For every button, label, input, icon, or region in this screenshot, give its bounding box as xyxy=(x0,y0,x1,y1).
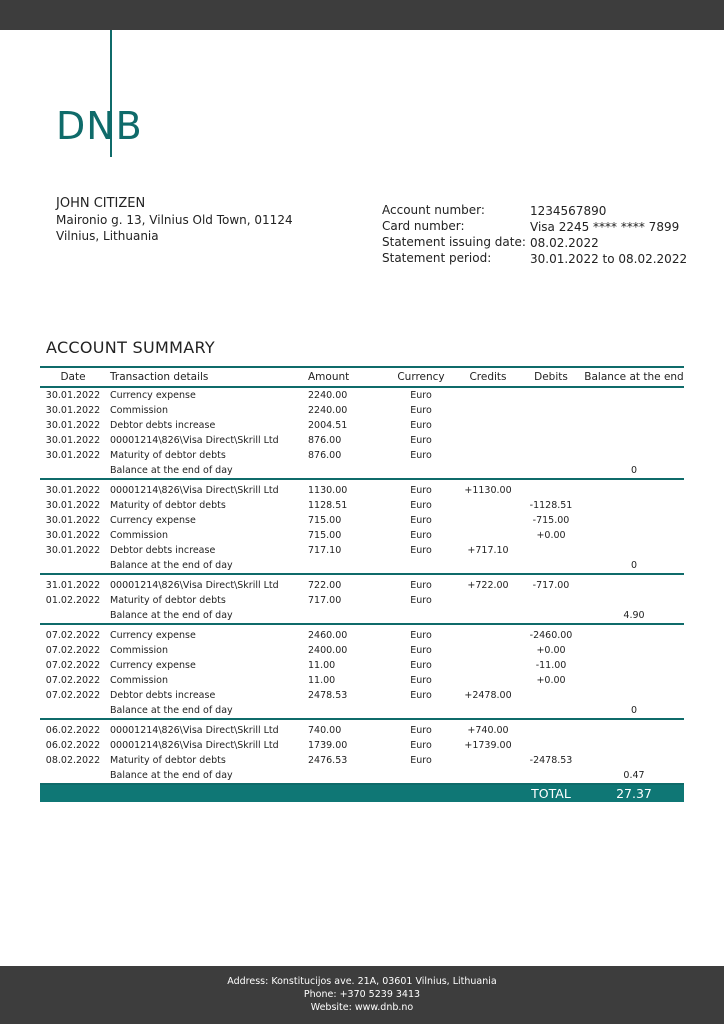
cell-date: 30.01.2022 xyxy=(45,530,101,541)
balance-row xyxy=(40,463,684,479)
cell-amount xyxy=(308,558,384,574)
cell-amount: 876.00 xyxy=(308,435,342,446)
cell-amount: 876.00 xyxy=(308,450,342,461)
cell-credits xyxy=(458,418,518,433)
cell-balance xyxy=(584,578,684,593)
cell-credits xyxy=(458,387,518,403)
cell-credits xyxy=(458,513,518,528)
cell-amount: 11.00 xyxy=(308,675,336,686)
cell-credits: +2478.00 xyxy=(464,690,512,701)
cell-credits xyxy=(458,768,518,784)
balance-row xyxy=(40,768,684,784)
cell-details: Balance at the end of day xyxy=(106,608,308,624)
account-info-values xyxy=(530,203,687,267)
cell-details: 00001214\826\Visa Direct\Skrill Ltd xyxy=(110,725,279,736)
cell-debits xyxy=(518,558,584,574)
cell-date: 30.01.2022 xyxy=(45,500,101,511)
col-date: Date xyxy=(40,367,106,387)
cell-balance xyxy=(584,448,684,463)
cell-credits xyxy=(458,448,518,463)
cell-currency: Euro xyxy=(410,450,432,461)
issuing-date-label: Statement issuing date: xyxy=(382,235,526,249)
cell-date: 07.02.2022 xyxy=(45,690,101,701)
cell-amount: 715.00 xyxy=(308,530,342,541)
cell-amount xyxy=(308,463,384,479)
cell-details: Balance at the end of day xyxy=(106,463,308,479)
balance-row xyxy=(40,703,684,719)
total-row xyxy=(40,784,684,802)
table-row xyxy=(40,483,684,498)
cell-credits: +1739.00 xyxy=(464,740,512,751)
logo: DNB xyxy=(56,104,143,148)
cell-credits: +717.10 xyxy=(467,545,509,556)
cell-debits: +0.00 xyxy=(536,645,566,656)
cell-debits: -717.00 xyxy=(532,580,570,591)
cell-debits: -2478.53 xyxy=(529,755,573,766)
cell-currency: Euro xyxy=(410,580,432,591)
footer-address: Address: Konstitucijos ave. 21A, 03601 Vilnius, Lithuania xyxy=(227,976,497,987)
cell-details: Commission xyxy=(110,675,168,686)
cell-amount: 717.00 xyxy=(308,595,342,606)
table-row xyxy=(40,578,684,593)
cell-credits: +1130.00 xyxy=(464,485,512,496)
transactions-body xyxy=(40,387,684,784)
cell-balance xyxy=(584,673,684,688)
table-row xyxy=(40,738,684,753)
cell-amount: 1128.51 xyxy=(308,500,348,511)
cell-debits xyxy=(518,403,584,418)
cell-amount: 11.00 xyxy=(308,660,336,671)
cell-credits xyxy=(458,433,518,448)
cell-debits: +0.00 xyxy=(536,675,566,686)
cell-currency: Euro xyxy=(410,420,432,431)
cell-amount: 2240.00 xyxy=(308,390,348,401)
cell-currency: Euro xyxy=(410,740,432,751)
cell-amount xyxy=(308,703,384,719)
cell-date xyxy=(40,558,106,574)
cell-date: 30.01.2022 xyxy=(45,405,101,416)
cell-currency: Euro xyxy=(410,630,432,641)
customer-address-line1: Maironio g. 13, Vilnius Old Town, 01124 xyxy=(56,213,293,227)
cell-date: 30.01.2022 xyxy=(45,420,101,431)
cell-amount xyxy=(308,768,384,784)
cell-details: Commission xyxy=(110,530,168,541)
cell-debits xyxy=(518,703,584,719)
cell-balance: 0.47 xyxy=(584,768,684,784)
cell-date: 08.02.2022 xyxy=(45,755,101,766)
statement-period-value: 30.01.2022 to 08.02.2022 xyxy=(530,252,688,266)
statement-period-label: Statement period: xyxy=(382,251,492,265)
cell-balance xyxy=(584,483,684,498)
cell-balance xyxy=(584,688,684,703)
cell-date: 30.01.2022 xyxy=(45,545,101,556)
card-number-label: Card number: xyxy=(382,219,465,233)
cell-currency: Euro xyxy=(410,755,432,766)
cell-date: 30.01.2022 xyxy=(45,515,101,526)
cell-date: 07.02.2022 xyxy=(45,645,101,656)
cell-debits xyxy=(518,387,584,403)
cell-balance xyxy=(584,513,684,528)
cell-amount: 1130.00 xyxy=(308,485,348,496)
cell-debits xyxy=(518,593,584,608)
cell-credits xyxy=(458,608,518,624)
cell-date xyxy=(40,703,106,719)
cell-currency: Euro xyxy=(410,500,432,511)
cell-date: 07.02.2022 xyxy=(45,660,101,671)
cell-date: 07.02.2022 xyxy=(45,630,101,641)
cell-currency: Euro xyxy=(410,675,432,686)
cell-date xyxy=(40,768,106,784)
cell-date: 07.02.2022 xyxy=(45,675,101,686)
cell-balance xyxy=(584,387,684,403)
cell-currency: Euro xyxy=(410,530,432,541)
col-amount: Amount xyxy=(308,367,384,387)
cell-date: 30.01.2022 xyxy=(45,450,101,461)
cell-credits xyxy=(458,643,518,658)
cell-details: Commission xyxy=(110,645,168,656)
cell-balance xyxy=(584,403,684,418)
cell-balance: 0 xyxy=(584,463,684,479)
cell-credits xyxy=(458,558,518,574)
cell-details: Commission xyxy=(110,405,168,416)
col-details: Transaction details xyxy=(106,367,308,387)
col-currency: Currency xyxy=(384,367,458,387)
cell-balance xyxy=(584,543,684,558)
cell-credits xyxy=(458,628,518,643)
cell-currency: Euro xyxy=(410,390,432,401)
cell-credits xyxy=(458,528,518,543)
col-balance: Balance at the end xyxy=(584,367,684,387)
cell-debits xyxy=(518,768,584,784)
cell-amount xyxy=(308,608,384,624)
cell-debits: -1128.51 xyxy=(529,500,573,511)
cell-debits xyxy=(518,448,584,463)
customer-name: JOHN CITIZEN xyxy=(56,196,146,211)
cell-credits xyxy=(458,593,518,608)
table-row xyxy=(40,593,684,608)
cell-debits: -2460.00 xyxy=(529,630,573,641)
cell-balance: 0 xyxy=(584,558,684,574)
table-row xyxy=(40,643,684,658)
cell-credits xyxy=(458,403,518,418)
cell-amount: 740.00 xyxy=(308,725,342,736)
cell-details: Currency expense xyxy=(110,660,196,671)
cell-details: 00001214\826\Visa Direct\Skrill Ltd xyxy=(110,485,279,496)
cell-debits: -11.00 xyxy=(535,660,567,671)
cell-debits xyxy=(518,483,584,498)
cell-amount: 2476.53 xyxy=(308,755,348,766)
card-number-value: Visa 2245 **** **** 7899 xyxy=(530,220,680,234)
cell-balance xyxy=(584,418,684,433)
cell-date: 06.02.2022 xyxy=(45,740,101,751)
cell-date: 06.02.2022 xyxy=(45,725,101,736)
cell-debits: +0.00 xyxy=(536,530,566,541)
cell-credits xyxy=(458,703,518,719)
cell-date: 30.01.2022 xyxy=(45,435,101,446)
cell-credits xyxy=(458,753,518,768)
cell-details: Maturity of debtor debts xyxy=(110,755,226,766)
total-value: 27.37 xyxy=(584,784,684,802)
table-row xyxy=(40,433,684,448)
cell-balance xyxy=(584,753,684,768)
account-number-value: 1234567890 xyxy=(530,204,607,218)
table-header-row xyxy=(40,367,684,387)
transactions-table xyxy=(40,366,684,802)
table-row xyxy=(40,543,684,558)
balance-row xyxy=(40,608,684,624)
cell-details: Currency expense xyxy=(110,630,196,641)
cell-date xyxy=(40,463,106,479)
cell-balance xyxy=(584,738,684,753)
issuing-date-value: 08.02.2022 xyxy=(530,236,599,250)
col-debits: Debits xyxy=(518,367,584,387)
cell-details: Balance at the end of day xyxy=(106,768,308,784)
cell-amount: 2460.00 xyxy=(308,630,348,641)
table-row xyxy=(40,753,684,768)
cell-details: Currency expense xyxy=(110,515,196,526)
cell-balance xyxy=(584,643,684,658)
cell-amount: 2004.51 xyxy=(308,420,348,431)
table-row xyxy=(40,498,684,513)
cell-debits xyxy=(518,543,584,558)
cell-balance xyxy=(584,498,684,513)
cell-amount: 2240.00 xyxy=(308,405,348,416)
cell-details: Debtor debts increase xyxy=(110,420,216,431)
table-row xyxy=(40,658,684,673)
cell-debits xyxy=(518,723,584,738)
table-row xyxy=(40,513,684,528)
cell-currency: Euro xyxy=(410,660,432,671)
cell-currency xyxy=(384,558,458,574)
cell-debits xyxy=(518,463,584,479)
cell-credits: +722.00 xyxy=(467,580,509,591)
cell-credits xyxy=(458,673,518,688)
footer-website: Website: www.dnb.no xyxy=(310,1002,414,1013)
cell-currency: Euro xyxy=(410,405,432,416)
cell-currency: Euro xyxy=(410,435,432,446)
cell-currency: Euro xyxy=(410,545,432,556)
cell-balance: 4.90 xyxy=(584,608,684,624)
cell-date: 01.02.2022 xyxy=(45,595,101,606)
cell-debits xyxy=(518,418,584,433)
cell-currency: Euro xyxy=(410,690,432,701)
cell-details: Debtor debts increase xyxy=(110,690,216,701)
cell-details: 00001214\826\Visa Direct\Skrill Ltd xyxy=(110,580,279,591)
cell-details: 00001214\826\Visa Direct\Skrill Ltd xyxy=(110,740,279,751)
cell-currency: Euro xyxy=(410,515,432,526)
total-label: TOTAL xyxy=(518,784,584,802)
table-row xyxy=(40,448,684,463)
cell-debits xyxy=(518,608,584,624)
cell-credits xyxy=(458,463,518,479)
cell-debits xyxy=(518,433,584,448)
cell-amount: 2478.53 xyxy=(308,690,348,701)
cell-credits xyxy=(458,498,518,513)
cell-date xyxy=(40,608,106,624)
cell-details: Balance at the end of day xyxy=(106,703,308,719)
cell-balance xyxy=(584,528,684,543)
cell-details: Balance at the end of day xyxy=(106,558,308,574)
cell-currency: Euro xyxy=(410,645,432,656)
cell-currency: Euro xyxy=(410,725,432,736)
cell-balance xyxy=(584,628,684,643)
cell-details: 00001214\826\Visa Direct\Skrill Ltd xyxy=(110,435,279,446)
top-bar xyxy=(0,0,724,30)
cell-currency: Euro xyxy=(410,595,432,606)
cell-details: Debtor debts increase xyxy=(110,545,216,556)
cell-currency: Euro xyxy=(410,485,432,496)
cell-credits xyxy=(458,658,518,673)
customer-address-block xyxy=(56,196,293,244)
cell-amount: 715.00 xyxy=(308,515,342,526)
cell-currency xyxy=(384,703,458,719)
cell-debits: -715.00 xyxy=(532,515,570,526)
table-row xyxy=(40,418,684,433)
cell-debits xyxy=(518,738,584,753)
table-row xyxy=(40,403,684,418)
account-info-labels xyxy=(382,202,526,266)
table-row xyxy=(40,387,684,403)
cell-amount: 722.00 xyxy=(308,580,342,591)
cell-amount: 2400.00 xyxy=(308,645,348,656)
cell-balance xyxy=(584,723,684,738)
table-row xyxy=(40,673,684,688)
cell-balance xyxy=(584,593,684,608)
cell-balance xyxy=(584,658,684,673)
footer-phone: Phone: +370 5239 3413 xyxy=(303,989,421,1000)
table-row xyxy=(40,723,684,738)
cell-amount: 1739.00 xyxy=(308,740,348,751)
footer xyxy=(0,966,724,1024)
col-credits: Credits xyxy=(458,367,518,387)
customer-address-line2: Vilnius, Lithuania xyxy=(56,229,159,243)
cell-amount: 717.10 xyxy=(308,545,342,556)
table-row xyxy=(40,528,684,543)
cell-currency xyxy=(384,608,458,624)
cell-currency xyxy=(384,463,458,479)
cell-date: 30.01.2022 xyxy=(45,485,101,496)
cell-details: Maturity of debtor debts xyxy=(110,500,226,511)
cell-date: 31.01.2022 xyxy=(45,580,101,591)
table-row xyxy=(40,628,684,643)
cell-credits: +740.00 xyxy=(467,725,509,736)
cell-balance: 0 xyxy=(584,703,684,719)
account-number-label: Account number: xyxy=(382,203,485,217)
cell-details: Currency expense xyxy=(110,390,196,401)
balance-row xyxy=(40,558,684,574)
cell-debits xyxy=(518,688,584,703)
cell-date: 30.01.2022 xyxy=(45,390,101,401)
cell-balance xyxy=(584,433,684,448)
account-summary-title: ACCOUNT SUMMARY xyxy=(46,338,215,357)
cell-currency xyxy=(384,768,458,784)
cell-details: Maturity of debtor debts xyxy=(110,595,226,606)
table-row xyxy=(40,688,684,703)
cell-details: Maturity of debtor debts xyxy=(110,450,226,461)
